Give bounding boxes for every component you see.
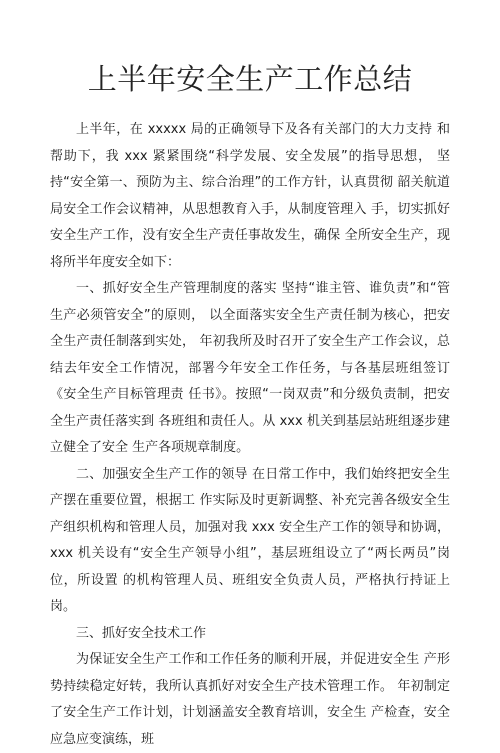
paragraph-intro: 上半年，在 xxxxx 局的正确领导下及各有关部门的大力支持 和帮助下，我 xxx 紧紧围绕“科学发展、安全发展”的指导思想， 坚持“安全第一、预防为主、综合治理”的工作方针，认真贯彻 韶关航道局安全工作会议精神，从思想教育入手，从制度管理入 手，切实抓好安全生产工作，没有安全生产责任事故发生，确保 全所安全生产，现将所半年度安全如下： [50, 122, 450, 270]
paragraph-section-2: 二、加强安全生产工作的领导 在日常工作中，我们始终把安全生产摆在重要位置，根据工 作实际及时更新调整、补充完善各级安全生产组织机构和管理人员，加强对我 xxx 安全生产工作的领导和协调，xxx 机关设有“安全生产领导小组”，基层班组设立了“两长两员”岗位，所设置 的机构管理人员、班组安全负责人员，严格执行持证上岗。 [50, 466, 450, 614]
paragraph-section-1: 一、抓好安全生产管理制度的落实 坚持“谁主管、谁负责”和“管生产必须管安全”的原则， 以全面落实安全生产责任制为核心，把安全生产责任制落到实处， 年初我所及时召开了安全生产工作会议，总结去年安全工作情况，部署今年安全工作任务，与各基层班组签订《安全生产目标管理责 任书》。按照“一岗双责”和分级负责制，把安全生产责任落实到 各班组和责任人。从 xxx 机关到基层站班组逐步建立健全了安全 生产各项规章制度。 [50, 281, 450, 455]
section-heading-3: 三、抓好安全技术工作 [76, 625, 207, 641]
document-body [50, 117, 450, 753]
document-title: 上半年安全生产工作总结 [87, 62, 413, 96]
paragraph-section-3-body: 为保证安全生产工作和工作任务的顺利开展，并促进安全生 产形势持续稳定好转，我所认真抓好对安全生产技术管理工作。 年初制定了安全生产工作计划，计划涵盖安全教育培训，安全生 产检查，安全应急应变演练，班 [50, 652, 450, 747]
